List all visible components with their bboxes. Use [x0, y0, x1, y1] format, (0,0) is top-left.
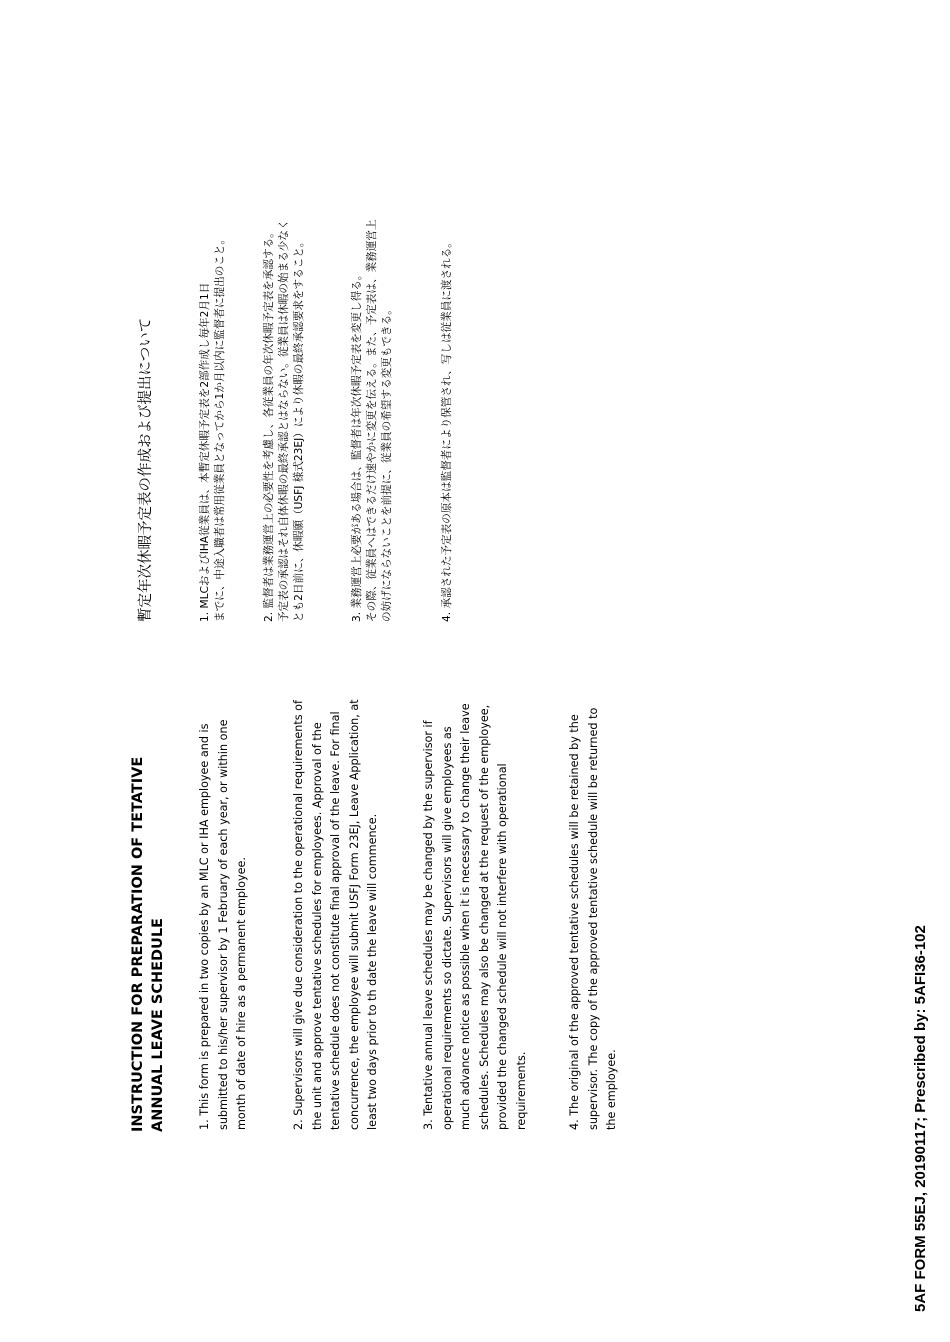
japanese-instruction-4 [440, 102, 455, 622]
text-line: とも2日前に、休暇願（USFJ 様式23EJ）により休暇の最終承認要求をすること。 [293, 236, 305, 622]
text-line: requirements. [514, 1051, 528, 1130]
text-line: the employee. [605, 1049, 619, 1130]
text-line: much advance notice as possible when it is necessary to change their leave [459, 703, 473, 1130]
japanese-instruction-3 [350, 102, 395, 622]
text-line: 2. Supervisors will give due consideration to the operational requirements of [292, 700, 305, 1130]
text-line: 2. 監督者は業務運営上の必要性を考慮し、各従業員の年次休暇予定表を承認する。 [263, 227, 275, 622]
form-footer: 5AF FORM 55EJ, 20190117; Prescribed by: 5AFI36-102 [912, 925, 929, 1312]
english-title [128, 712, 168, 1132]
english-instruction-4 [566, 660, 622, 1130]
english-instruction-1 [196, 660, 252, 1130]
text-line: 予定表の承認はそれ自体休暇の最終承認とはならない。従業員は休暇の始まる少なく [278, 219, 290, 622]
text-line: その際、従業員へはできるだけ速やかに変更を伝える。また、予定表は、業務運営上 [366, 219, 378, 622]
text-line: the unit and approve tentative schedules for employees. Approval of the [310, 722, 324, 1130]
text-line: supervisor. The copy of the approved tentative schedule will be returned to [586, 707, 600, 1130]
text-line: operational requirements so dictate. Supervisors will give employees as [440, 726, 454, 1130]
text-line: 3. 業務運営上必要がある場合は、監督者は年次休暇予定表を変更し得る。 [351, 269, 363, 622]
english-title-line-1: INSTRUCTION FOR PREPARATION OF TETATIVE [130, 756, 146, 1132]
text-line: の妨げにならないことを前提に、従業員の希望する変更もできる。 [381, 304, 393, 622]
text-line: 3. Tentative annual leave schedules may be changed by the supervisor if [422, 720, 435, 1130]
text-line: 4. The original of the approved tentative schedules will be retained by the [568, 714, 581, 1130]
japanese-instruction-2 [262, 102, 307, 622]
text-line: 4. 承認された予定表の原本は監督者により保管され、写しは従業員に渡される。 [441, 237, 453, 622]
english-instruction-2 [290, 660, 383, 1130]
english-instruction-3 [420, 660, 532, 1130]
japanese-instruction-1 [198, 102, 228, 622]
text-line: provided the changed schedule will not interfere with operational [496, 763, 510, 1130]
text-line: submitted to his/her supervisor by 1 February of each year, or within one [216, 719, 230, 1130]
text-line: までに、中途入職者は常用従業員となってから1か月以内に監督者に提出のこと。 [214, 233, 226, 622]
text-line: concurrence, the employee will submit USFJ Form 23EJ, Leave Application, at [347, 699, 361, 1130]
text-line: 1. MLCおよびIHA従業員は、本暫定休暇予定表を2部作成し毎年2月1日 [199, 282, 211, 622]
japanese-title: 暫定年次休暇予定表の作成および提出について [138, 317, 154, 622]
text-line: schedules. Schedules may also be changed at the request of the employee, [477, 704, 491, 1130]
text-line: tentative schedule does not constitute final approval of the leave. For final [329, 711, 343, 1130]
english-title-line-2: ANNUAL LEAVE SCHEDULE [150, 918, 166, 1132]
text-line: least two days prior to th date the leave will commence. [366, 813, 380, 1130]
text-line: 1. This form is prepared in two copies by an MLC or IHA employee and is [198, 723, 211, 1130]
text-line: month of date of hire as a permanent employee. [235, 857, 249, 1130]
